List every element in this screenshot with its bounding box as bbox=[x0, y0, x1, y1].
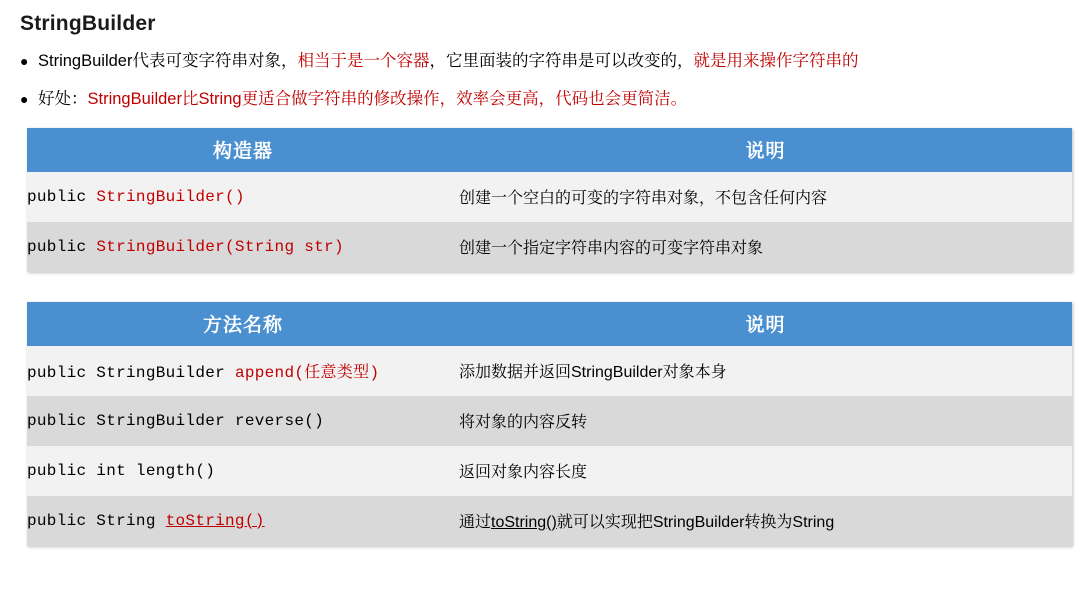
table-cell-code bbox=[27, 496, 459, 546]
table-header-cell: 说明 bbox=[459, 302, 1072, 346]
code-plain: public StringBuilder bbox=[27, 364, 235, 383]
bullet-item bbox=[20, 90, 1083, 110]
bullet-segment: 就是用来操作字符串的 bbox=[693, 52, 859, 70]
code-highlight: StringBuilder(String str) bbox=[96, 237, 344, 256]
bullet-segment: StringBuilder代表可变字符串对象， bbox=[38, 52, 298, 70]
table-row bbox=[27, 172, 1072, 222]
code-plain: public StringBuilder reverse() bbox=[27, 411, 325, 430]
table-cell-desc: 返回对象内容长度 bbox=[459, 464, 588, 482]
table-header-cell: 构造器 bbox=[27, 128, 459, 172]
code-plain: public bbox=[27, 187, 97, 206]
desc-pre: 通过 bbox=[459, 514, 492, 532]
table-row bbox=[27, 446, 1072, 496]
table-cell-code bbox=[27, 346, 459, 396]
code-highlight: StringBuilder() bbox=[96, 187, 245, 206]
bullet-segment: 好处： bbox=[38, 89, 88, 108]
desc-underline: toString() bbox=[491, 514, 557, 532]
bullet-segment: ，它里面装的字符串是可以改变的， bbox=[429, 52, 694, 70]
table-row bbox=[27, 496, 1072, 546]
table-row bbox=[27, 222, 1072, 272]
code-plain: public String bbox=[27, 511, 166, 530]
table-row bbox=[27, 346, 1072, 396]
table-cell-desc: 创建一个指定字符串内容的可变字符串对象 bbox=[459, 240, 764, 258]
bullet-dot-icon: ● bbox=[20, 90, 29, 107]
table-cell-code bbox=[27, 396, 459, 446]
bullet-item bbox=[20, 52, 1083, 72]
table-cell-desc: 创建一个空白的可变的字符串对象，不包含任何内容 bbox=[459, 190, 828, 208]
bullet-text bbox=[38, 52, 1083, 72]
desc-post: 就可以实现把StringBuilder转换为String bbox=[556, 514, 835, 532]
table-header-row bbox=[27, 302, 1072, 346]
table-header-row bbox=[27, 128, 1072, 172]
table-cell-code bbox=[27, 446, 459, 496]
code-plain: public bbox=[27, 237, 97, 256]
bullet-text bbox=[38, 90, 1083, 110]
constructors-table bbox=[27, 128, 1072, 272]
table-cell-code bbox=[27, 222, 459, 272]
table-cell-desc: 添加数据并返回StringBuilder对象本身 bbox=[459, 364, 727, 382]
table-cell-desc bbox=[459, 496, 1072, 546]
code-plain: public int length() bbox=[27, 461, 216, 480]
bullet-segment: StringBuilder比String更适合做字符串的修改操作，效率会更高，代码也会更简洁。 bbox=[87, 89, 688, 108]
code-highlight: toString() bbox=[165, 511, 265, 530]
table-row bbox=[27, 396, 1072, 446]
page-title: StringBuilder bbox=[20, 12, 156, 35]
table-cell-desc: 将对象的内容反转 bbox=[459, 414, 588, 432]
methods-table bbox=[27, 302, 1072, 546]
bullet-segment: 相当于是一个容器 bbox=[297, 52, 430, 70]
table-cell-code bbox=[27, 172, 459, 222]
table-header-cell: 方法名称 bbox=[27, 302, 459, 346]
table-header-cell: 说明 bbox=[459, 128, 1072, 172]
bullet-dot-icon: ● bbox=[20, 53, 29, 69]
code-highlight: append(任意类型) bbox=[234, 364, 380, 383]
